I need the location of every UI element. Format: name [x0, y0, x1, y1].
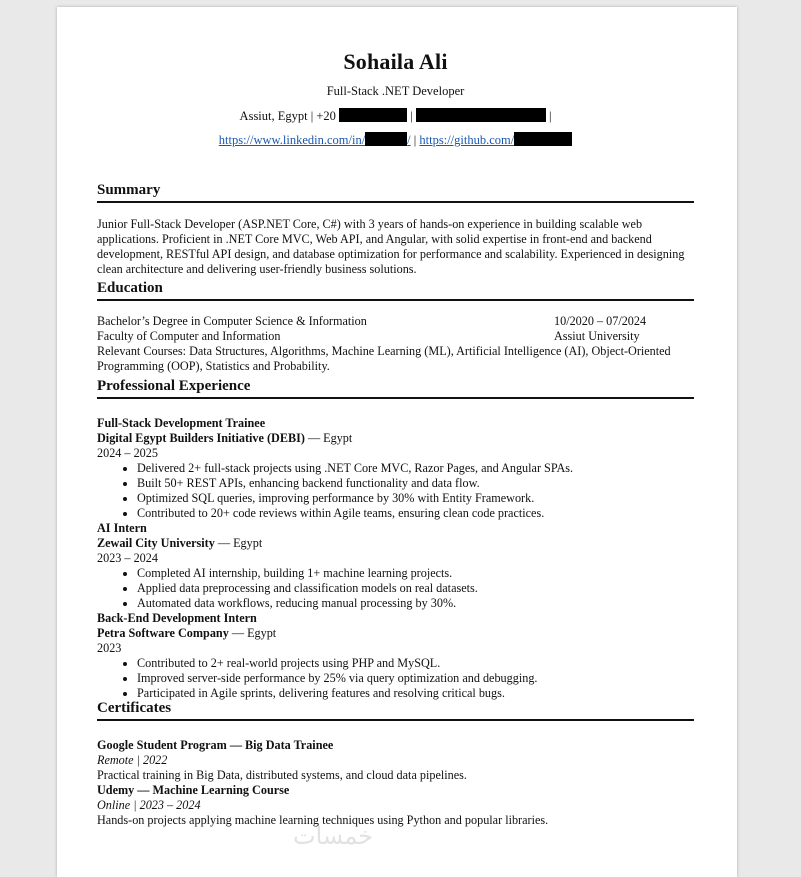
- experience-dates: 2023: [97, 641, 122, 655]
- candidate-name: Sohaila Ali: [343, 49, 448, 74]
- section-education-heading: Education: [97, 280, 694, 301]
- watermark-logo: خمسات: [293, 822, 374, 850]
- experience-item: [97, 611, 694, 701]
- separator: |: [548, 109, 552, 123]
- experience-role: AI Intern: [97, 521, 147, 535]
- bullet-item: • Built 50+ REST APIs, enhancing backend functionality and data flow.: [137, 476, 694, 491]
- summary-text: Junior Full-Stack Developer (ASP.NET Core, C#) with 3 years of hands-on experience in building scalable web applications. Proficient in .NET Core MVC, Web API, and Angular, with solid expertise in front-end and backend development, RESTful API design, and database optimization for performance and scalability. Experienced in designing clean architecture and delivering user-friendly business solutions.: [97, 217, 685, 276]
- certificates-list: [97, 738, 694, 828]
- certificate-title: Udemy — Machine Learning Course: [97, 783, 290, 797]
- bullet-item: • Automated data workflows, reducing manual processing by 30%.: [137, 596, 694, 611]
- certificate-meta: Remote | 2022: [97, 753, 168, 767]
- education-degree: Bachelor’s Degree in Computer Science & Information: [97, 314, 367, 328]
- bullet-item: • Participated in Agile sprints, delivering features and resolving critical bugs.: [137, 686, 694, 701]
- bullet-item: • Contributed to 20+ code reviews within Agile teams, ensuring clean code practices.: [137, 506, 694, 521]
- redacted-email: [416, 108, 546, 122]
- experience-item: [97, 521, 694, 611]
- bullet-item: • Optimized SQL queries, improving performance by 30% with Entity Framework.: [137, 491, 694, 506]
- section-certificates-heading: Certificates: [97, 700, 694, 721]
- certificate-desc: Practical training in Big Data, distributed systems, and cloud data pipelines.: [97, 768, 467, 782]
- separator: |: [413, 133, 417, 147]
- contact-line: [97, 108, 694, 124]
- experience-item: [97, 416, 694, 521]
- experience-location: — Egypt: [214, 536, 263, 550]
- experience-dates: 2023 – 2024: [97, 551, 158, 565]
- bullet-item: • Applied data preprocessing and classification models on real datasets.: [137, 581, 694, 596]
- redacted-github-id: [514, 132, 572, 146]
- separator: |: [410, 109, 413, 123]
- experience-list: [97, 416, 694, 701]
- education-courses: Relevant Courses: Data Structures, Algorithms, Machine Learning (ML), Artificial Intelligence (AI), Object-Oriented Programming (OOP), Statistics and Probability.: [97, 344, 671, 373]
- resume-page: [57, 7, 737, 877]
- experience-role: Full-Stack Development Trainee: [97, 416, 266, 430]
- bullet-item: • Contributed to 2+ real-world projects using PHP and MySQL.: [137, 656, 694, 671]
- experience-role: Back-End Development Intern: [97, 611, 257, 625]
- experience-org: Petra Software Company: [97, 626, 229, 640]
- certificate-desc: Hands-on projects applying machine learning techniques using Python and popular libraries.: [97, 813, 549, 827]
- education-faculty: Faculty of Computer and Information: [97, 329, 281, 343]
- bullet-item: • Delivered 2+ full-stack projects using .NET Core MVC, Razor Pages, and Angular SPAs.: [137, 461, 694, 476]
- experience-bullets: [97, 566, 694, 611]
- experience-org: Digital Egypt Builders Initiative (DEBI): [97, 431, 305, 445]
- certificate-meta: Online | 2023 – 2024: [97, 798, 201, 812]
- redacted-linkedin-id: [365, 132, 407, 146]
- experience-location: — Egypt: [304, 431, 353, 445]
- github-link[interactable]: https://github.com/: [419, 133, 515, 147]
- bullet-item: • Improved server-side performance by 25% via query optimization and debugging.: [137, 671, 694, 686]
- education-dates: 10/2020 – 07/2024: [554, 314, 647, 328]
- certificate-item: [97, 783, 694, 828]
- linkedin-link[interactable]: https://www.linkedin.com/in/ /: [218, 133, 411, 147]
- redacted-phone: [339, 108, 407, 122]
- experience-org: Zewail City University: [97, 536, 215, 550]
- experience-location: — Egypt: [228, 626, 277, 640]
- bullet-item: • Completed AI internship, building 1+ machine learning projects.: [137, 566, 694, 581]
- certificate-item: [97, 738, 694, 783]
- section-summary-heading: Summary: [97, 182, 694, 203]
- candidate-title: Full-Stack .NET Developer: [326, 84, 465, 98]
- links-line: [97, 132, 694, 148]
- education-university: Assiut University: [554, 329, 640, 343]
- experience-bullets: [97, 656, 694, 701]
- education-block: [97, 314, 694, 374]
- experience-bullets: [97, 461, 694, 521]
- certificate-title: Google Student Program — Big Data Trainee: [97, 738, 334, 752]
- location-phone: Assiut, Egypt | +20: [239, 109, 336, 123]
- experience-dates: 2024 – 2025: [97, 446, 158, 460]
- section-experience-heading: Professional Experience: [97, 378, 694, 399]
